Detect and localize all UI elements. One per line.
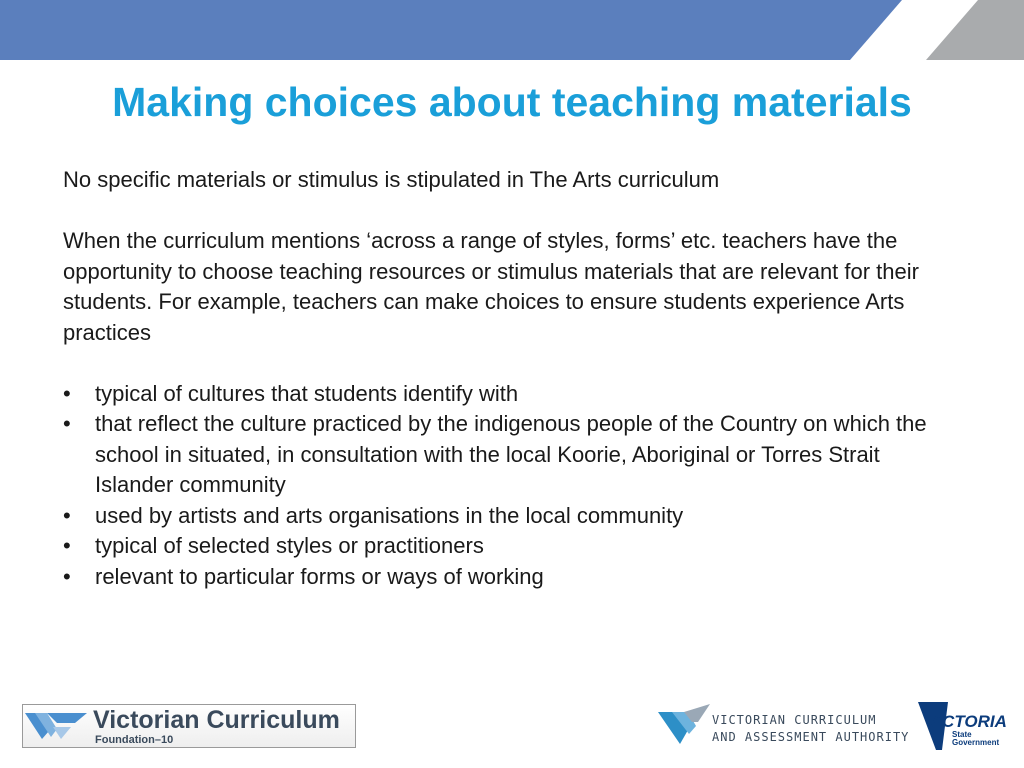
victoria-logo-name: VICTORIA <box>926 712 1007 731</box>
vcaa-logo-line1: VICTORIAN CURRICULUM <box>712 713 877 727</box>
header-blue-band <box>0 0 902 60</box>
list-item-text: that reflect the culture practiced by the indigenous people of the Country on which the school in situated, in consultation with the local Koorie, Aboriginal or Torres Strait Islander community <box>95 411 927 497</box>
vc-mark-icon <box>25 709 89 743</box>
bullet-icon: • <box>63 533 71 558</box>
list-item <box>63 409 963 501</box>
bullet-list <box>63 379 963 593</box>
list-item <box>63 501 963 532</box>
bullet-icon: • <box>63 502 71 528</box>
list-item-text: used by artists and arts organisations in the local community <box>95 502 684 528</box>
vc-logo-name: Victorian Curriculum <box>93 706 340 734</box>
intro-text: No specific materials or stimulus is stipulated in The Arts curriculum <box>63 167 720 192</box>
bullet-icon: • <box>63 563 71 589</box>
list-item <box>63 531 963 562</box>
paragraph-text: When the curriculum mentions ‘across a range of styles, forms’ etc. teachers have the opportunity to choose teaching resources or stimulus materials that are relevant for their students. For example, teachers can make choices to ensure students experience Arts practices <box>63 228 919 345</box>
vcaa-logo <box>658 702 910 748</box>
slide-body <box>63 165 963 592</box>
page-title: Making choices about teaching materials <box>112 79 912 125</box>
victoria-state-government-logo <box>918 702 1007 750</box>
victorian-curriculum-logo <box>22 704 356 748</box>
victoria-logo-sub1: State <box>952 730 972 739</box>
header-bar <box>0 0 1024 60</box>
victoria-logo-sub2: Government <box>952 738 1000 747</box>
header-grey-stripe <box>926 0 1024 60</box>
vcaa-logo-line2: AND ASSESSMENT AUTHORITY <box>712 730 910 744</box>
bullet-icon: • <box>63 411 71 436</box>
list-item-text: relevant to particular forms or ways of working <box>95 563 544 589</box>
list-item <box>63 562 963 593</box>
list-item <box>63 379 963 410</box>
bullet-icon: • <box>63 380 71 406</box>
vc-logo-subtitle: Foundation–10 <box>95 734 174 746</box>
list-item-text: typical of selected styles or practitioners <box>95 533 484 558</box>
list-item-text: typical of cultures that students identify with <box>95 380 519 406</box>
vcaa-mark-icon <box>658 702 712 748</box>
